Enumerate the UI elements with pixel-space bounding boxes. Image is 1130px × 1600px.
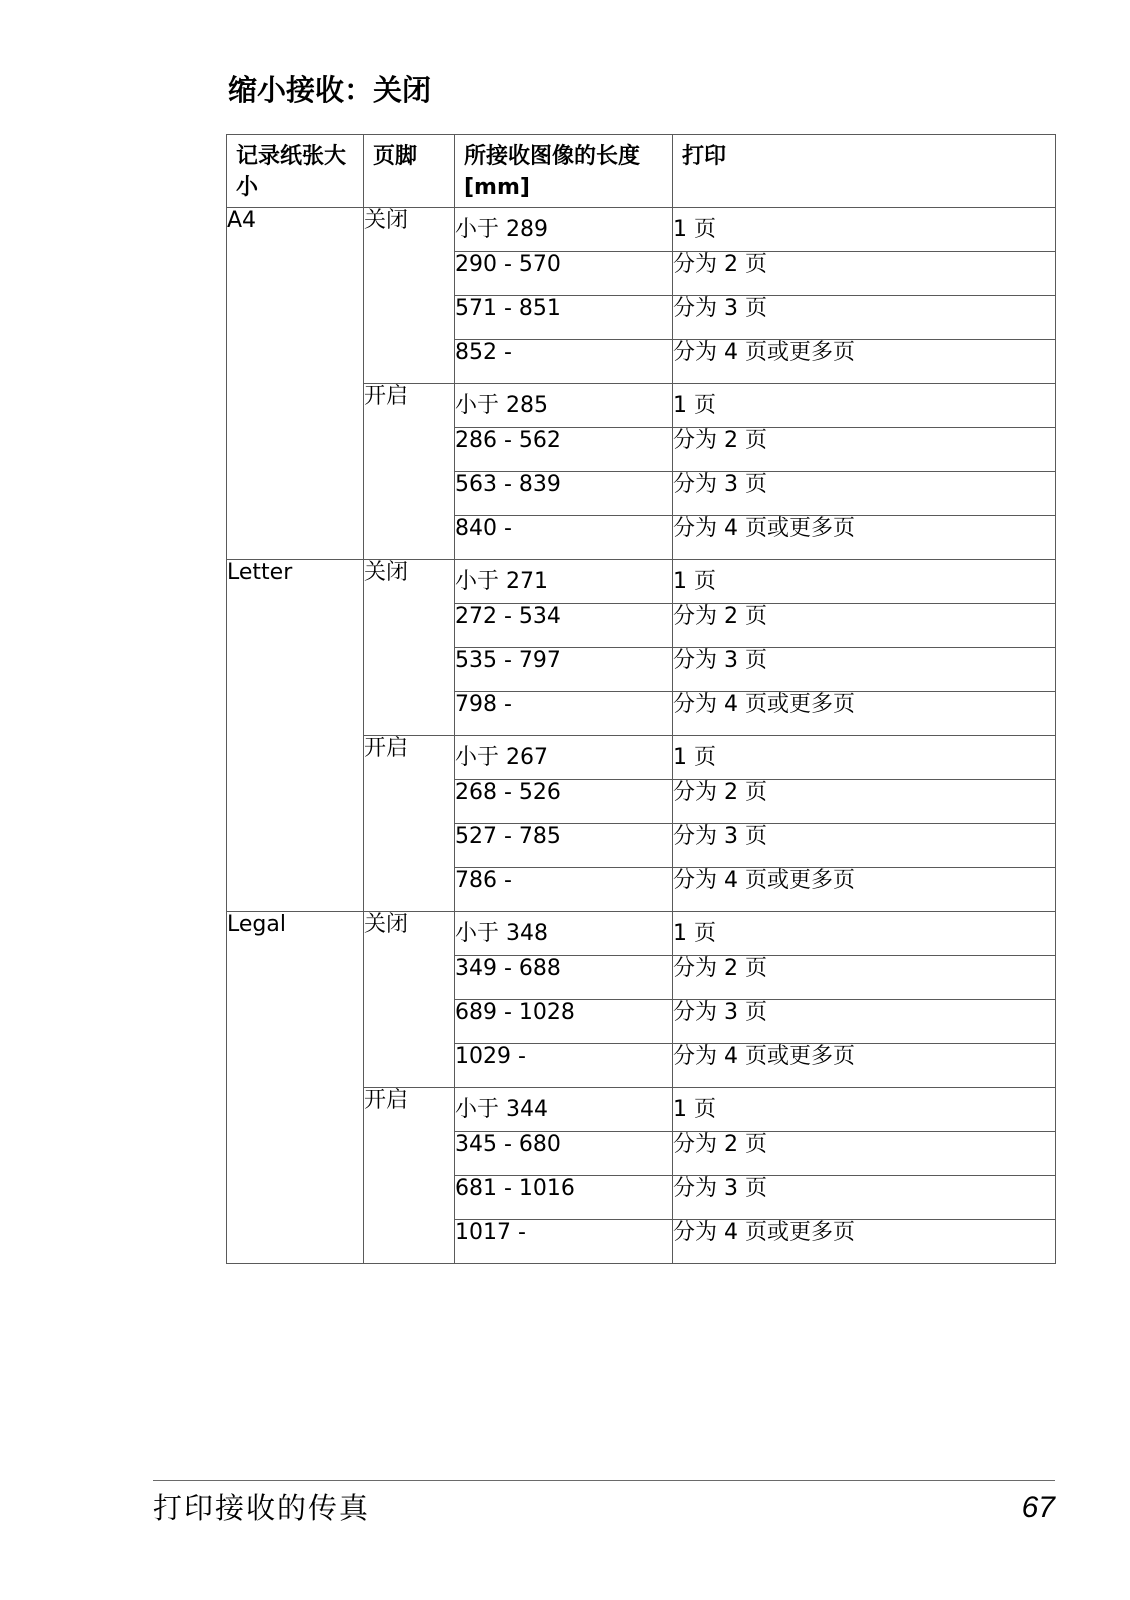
- received-length-cell: 852 -: [455, 340, 673, 384]
- print-result-cell: 分为 4 页或更多页: [673, 868, 1056, 912]
- print-result-cell: 分为 2 页: [673, 604, 1056, 648]
- table-header-row: [227, 135, 1056, 208]
- received-length-cell: 689 - 1028: [455, 1000, 673, 1044]
- table-body: [227, 208, 1056, 1264]
- received-length-cell: 268 - 526: [455, 780, 673, 824]
- footer-setting-cell: 开启: [364, 1088, 455, 1264]
- received-length-cell: 小于 271: [455, 560, 673, 604]
- received-length-cell: 286 - 562: [455, 428, 673, 472]
- received-length-cell: 349 - 688: [455, 956, 673, 1000]
- received-length-cell: 798 -: [455, 692, 673, 736]
- footer-setting-cell: 关闭: [364, 208, 455, 384]
- received-length-cell: 1017 -: [455, 1220, 673, 1264]
- print-result-cell: 分为 2 页: [673, 956, 1056, 1000]
- paper-size-cell: Legal: [227, 912, 364, 1264]
- received-length-cell: 小于 289: [455, 208, 673, 252]
- header-footer: 页脚: [364, 135, 455, 208]
- print-result-cell: 分为 2 页: [673, 428, 1056, 472]
- received-length-cell: 527 - 785: [455, 824, 673, 868]
- reduction-spec-table: [226, 134, 1056, 1264]
- received-length-cell: 小于 267: [455, 736, 673, 780]
- print-result-cell: 1 页: [673, 912, 1056, 956]
- page-number: 67: [1021, 1491, 1055, 1524]
- print-result-cell: 分为 2 页: [673, 1132, 1056, 1176]
- print-result-cell: 分为 2 页: [673, 780, 1056, 824]
- table-row: [227, 560, 1056, 604]
- header-paper-size: 记录纸张大小: [227, 135, 364, 208]
- footer-divider: [153, 1480, 1055, 1481]
- paper-size-cell: Letter: [227, 560, 364, 912]
- received-length-cell: 345 - 680: [455, 1132, 673, 1176]
- print-result-cell: 分为 3 页: [673, 296, 1056, 340]
- received-length-cell: 840 -: [455, 516, 673, 560]
- print-result-cell: 分为 4 页或更多页: [673, 340, 1056, 384]
- print-result-cell: 分为 3 页: [673, 1000, 1056, 1044]
- footer-setting-cell: 开启: [364, 384, 455, 560]
- print-result-cell: 分为 2 页: [673, 252, 1056, 296]
- received-length-cell: 571 - 851: [455, 296, 673, 340]
- received-length-cell: 535 - 797: [455, 648, 673, 692]
- footer-setting-cell: 关闭: [364, 560, 455, 736]
- received-length-cell: 681 - 1016: [455, 1176, 673, 1220]
- received-length-cell: 272 - 534: [455, 604, 673, 648]
- print-result-cell: 分为 3 页: [673, 1176, 1056, 1220]
- received-length-cell: 290 - 570: [455, 252, 673, 296]
- paper-size-cell: A4: [227, 208, 364, 560]
- footer-setting-cell: 开启: [364, 736, 455, 912]
- received-length-cell: 786 -: [455, 868, 673, 912]
- print-result-cell: 分为 4 页或更多页: [673, 516, 1056, 560]
- print-result-cell: 1 页: [673, 208, 1056, 252]
- print-result-cell: 分为 4 页或更多页: [673, 692, 1056, 736]
- print-result-cell: 1 页: [673, 1088, 1056, 1132]
- received-length-cell: 小于 344: [455, 1088, 673, 1132]
- table-row: [227, 208, 1056, 252]
- received-length-cell: 小于 348: [455, 912, 673, 956]
- print-result-cell: 分为 4 页或更多页: [673, 1044, 1056, 1088]
- print-result-cell: 分为 3 页: [673, 472, 1056, 516]
- print-result-cell: 1 页: [673, 736, 1056, 780]
- footer-setting-cell: 关闭: [364, 912, 455, 1088]
- print-result-cell: 1 页: [673, 384, 1056, 428]
- print-result-cell: 分为 3 页: [673, 648, 1056, 692]
- page-footer-title: 打印接收的传真: [153, 1491, 371, 1525]
- section-heading: 缩小接收：关闭: [228, 73, 432, 107]
- header-received-length: 所接收图像的长度 [mm]: [455, 135, 673, 208]
- received-length-cell: 1029 -: [455, 1044, 673, 1088]
- header-print: 打印: [673, 135, 1056, 208]
- print-result-cell: 分为 4 页或更多页: [673, 1220, 1056, 1264]
- received-length-cell: 小于 285: [455, 384, 673, 428]
- print-result-cell: 分为 3 页: [673, 824, 1056, 868]
- received-length-cell: 563 - 839: [455, 472, 673, 516]
- print-result-cell: 1 页: [673, 560, 1056, 604]
- table-row: [227, 912, 1056, 956]
